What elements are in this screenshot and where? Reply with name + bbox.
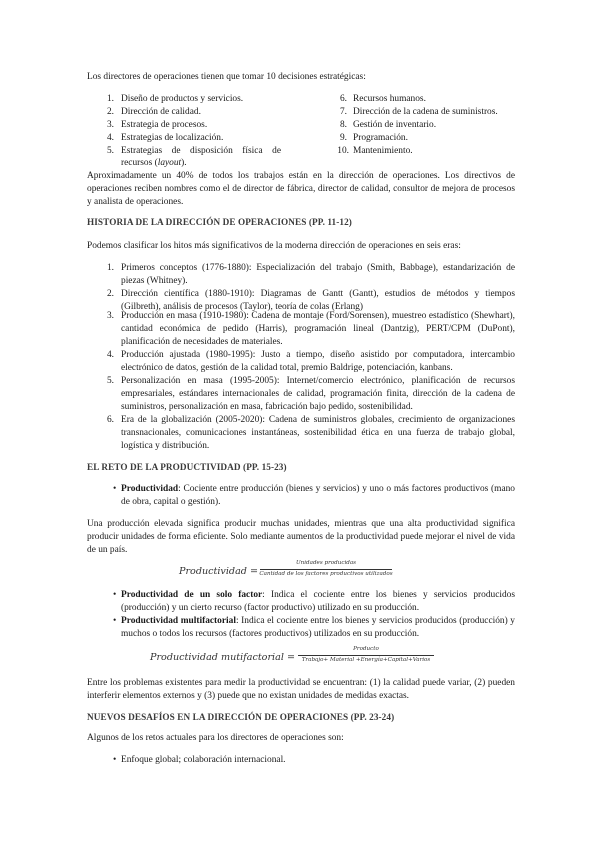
formula-numerator: Producto [353, 646, 379, 652]
paragraph-problems: Entre los problemas existentes para medir la productividad se encuentran: (1) la calidad puede variar, (2) pueden interferir elementos externos y (3) puede que no existan unidades de medidas exactas. [87, 678, 515, 701]
heading-challenges: NUEVOS DESAFÍOS EN LA DIRECCIÓN DE OPERACIONES (PP. 23-24) [87, 712, 395, 722]
list-item: Dirección de la cadena de suministros. [353, 107, 498, 117]
fraction-line [260, 569, 392, 570]
list-number: 3. [106, 311, 114, 321]
list-item: Diseño de productos y servicios. [121, 94, 244, 104]
bullet-single-factor: Productividad de un solo factor: Indica el cociente entre los bienes y servicios producidos (producción) y un cierto recurso (factor productivo) utilizado en su producción. [121, 590, 515, 613]
paragraph-productivity: Una producción elevada significa producir muchas unidades, mientras que una alta productividad significa producir unidades de forma eficiente. Solo mediante aumentos de la productividad puede mejorar el nivel de vida de un país. [87, 519, 515, 555]
bullet-glyph: • [113, 755, 117, 765]
bullet-multifactor: Productividad multifactorial: Indica el cociente entre los bienes y servicios producidos (producción) y muchos o todos los recursos (factores productivos) utilizados en su producción. [121, 616, 515, 639]
list-item: Personalización en masa (1995-2005): Internet/comercio electrónico, planificación de recursos empresariales, estándares internacionales de calidad, programación finita, dirección de la cadena de suministros, personalización en masa, fabricación bajo pedido, sostenibilidad. [121, 376, 515, 412]
fraction-line [298, 655, 434, 656]
list-number: 4. [106, 133, 114, 143]
formula-lhs: Productividad mutifactorial = [150, 652, 295, 663]
list-number: 1. [106, 94, 114, 104]
bullet-productividad: Productividad: Cociente entre producción (bienes y servicios) y uno o más factores productivos (mano de obra, capital o gestión). [121, 484, 515, 507]
list-number: 2. [106, 289, 114, 299]
list-number: 10. [337, 146, 349, 156]
list-number: 8. [339, 120, 347, 130]
formula-denominator: Cantidad de los factores productivos utilizados [259, 571, 393, 577]
list-number: 5. [106, 146, 114, 156]
list-number: 4. [106, 350, 114, 360]
list-number: 5. [106, 376, 114, 386]
heading-productivity: EL RETO DE LA PRODUCTIVIDAD (PP. 15-23) [87, 462, 287, 472]
formula-lhs: Productividad = [179, 566, 259, 577]
list-number: 3. [106, 120, 114, 130]
list-item: Gestión de inventario. [353, 120, 437, 130]
list-number: 1. [106, 263, 114, 273]
list-item: Primeros conceptos (1776-1880): Especialización del trabajo (Smith, Babbage), estandarización de piezas (Whitney). [121, 263, 515, 286]
list-item: Mantenimiento. [353, 146, 413, 156]
intro-text: Los directores de operaciones tienen que tomar 10 decisiones estratégicas: [87, 72, 366, 82]
list-item: Estrategia de procesos. [121, 120, 208, 130]
bullet-glyph: • [113, 484, 117, 494]
bullet-glyph: • [113, 590, 117, 600]
list-item: Producción en masa (1910-1980): Cadena de montaje (Ford/Sorensen), muestreo estadístico (Shewhart), cantidad económica de pedido (Harris), programación lineal (Dantzig), PERT/CPM (DuPont), planificación de necesidades de materiales. [121, 311, 515, 347]
list-item: Dirección científica (1880-1910): Diagramas de Gantt (Gantt), estudios de métodos y tiempos (Gilbreth), análisis de procesos (Taylor), teoría de colas (Erlang) [121, 289, 515, 312]
list-item-continuation: recursos (layout). [121, 158, 187, 168]
list-number: 6. [339, 94, 347, 104]
list-item: Era de la globalización (2005-2020): Cadena de suministros globales, crecimiento de organizaciones transnacionales, comunicaciones instantáneas, sostenibilidad ética en una fuerza de trabajo global, logística y distribución. [121, 415, 515, 451]
formula-numerator: Unidades producidas [295, 560, 357, 566]
list-item: Estrategias de localización. [121, 133, 224, 143]
list-item: Recursos humanos. [353, 94, 426, 104]
list-number: 9. [339, 133, 347, 143]
paragraph-history: Podemos clasificar los hitos más significativos de la moderna dirección de operaciones en seis eras: [87, 241, 461, 251]
paragraph-operations-jobs: Aproximadamente un 40% de todos los trabajos están en la dirección de operaciones. Los directivos de operaciones reciben nombres como el de director de fábrica, director de calidad, consultor de mejora de procesos y analista de operaciones. [87, 171, 515, 207]
list-item: Programación. [353, 133, 408, 143]
list-item: Estrategias de disposición física de [121, 146, 281, 156]
heading-history: HISTORIA DE LA DIRECCIÓN DE OPERACIONES (PP. 11-12) [87, 217, 352, 227]
list-number: 6. [106, 415, 114, 425]
list-item: Producción ajustada (1980-1995): Justo a tiempo, diseño asistido por computadora, intercambio electrónico de datos, gestión de la calidad total, premio Baldrige, potenciación, kanbans. [121, 350, 515, 373]
list-item: Dirección de calidad. [121, 107, 201, 117]
list-number: 2. [106, 107, 114, 117]
formula-denominator: Trabajo+ Material +Energía+Capital+Varios [301, 657, 431, 663]
paragraph-challenges: Algunos de los retos actuales para los directores de operaciones son: [87, 733, 344, 743]
challenge-item: Enfoque global; colaboración internacional. [121, 755, 286, 765]
bullet-glyph: • [113, 616, 117, 626]
list-number: 7. [339, 107, 347, 117]
